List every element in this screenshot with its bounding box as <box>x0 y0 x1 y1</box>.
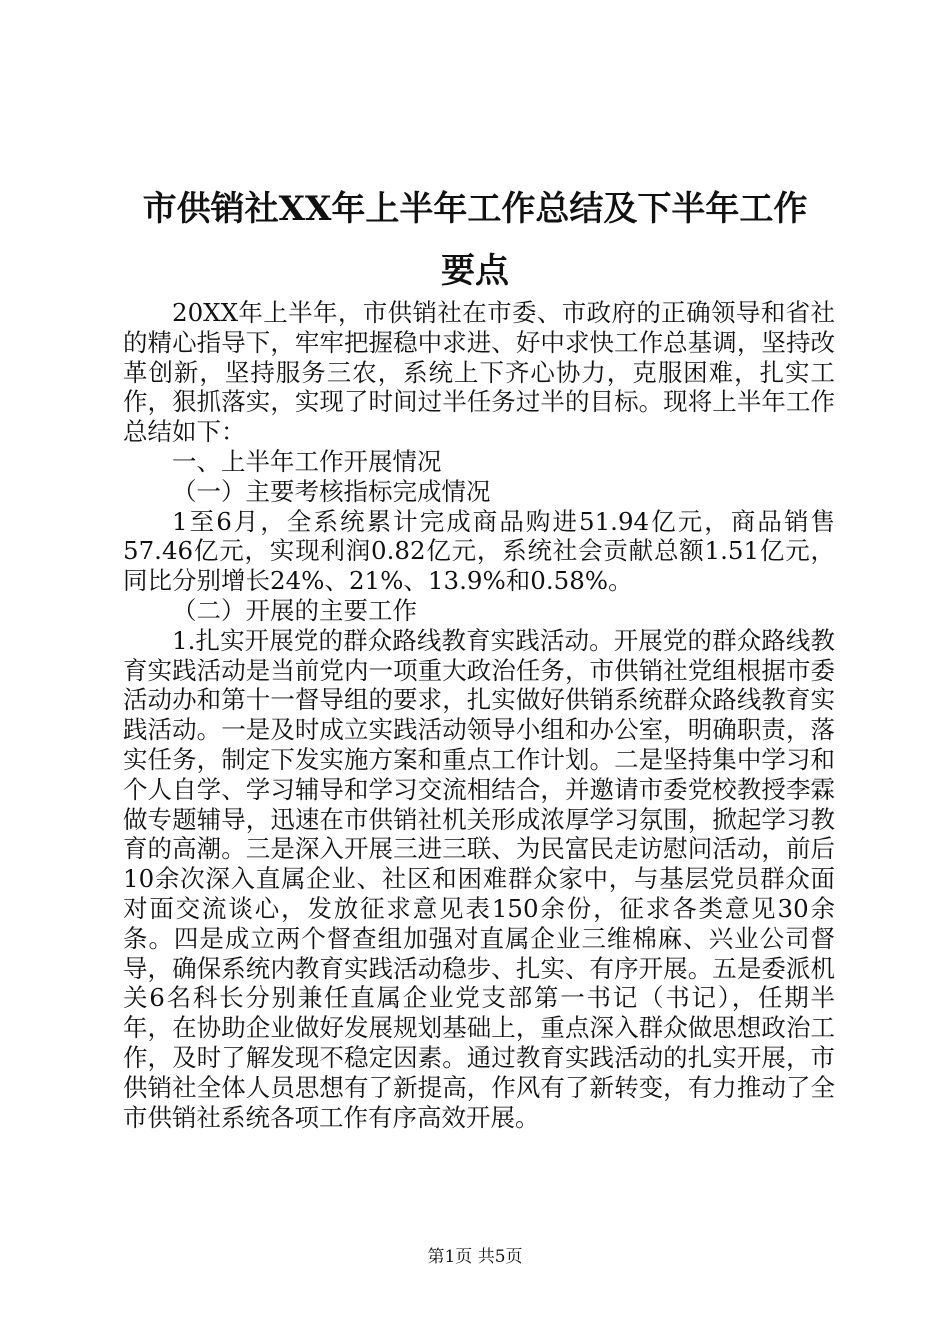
title-line-1: 市供销社XX年上半年工作总结及下半年工作 <box>142 189 808 229</box>
subsection-heading-1: （一）主要考核指标完成情况 <box>172 476 491 506</box>
document-body <box>123 298 835 1132</box>
document-title <box>110 178 840 302</box>
page-footer: 第1页 共5页 <box>427 1247 523 1267</box>
section-heading: 一、上半年工作开展情况 <box>172 446 442 476</box>
title-line-2: 要点 <box>441 251 509 291</box>
subsection-heading-2: （二）开展的主要工作 <box>172 595 417 625</box>
intro-paragraph: 20XX年上半年，市供销社在市委、市政府的正确领导和省社的精心指导下，牢牢把握稳中求进、好中求快工作总基调，坚持改革创新，坚持服务三农，系统上下齐心协力，克服困难，扎实工作，狠抓落实，实现了时间过半任务过半的目标。现将上半年工作总结如下： <box>123 298 835 447</box>
indicators-paragraph: 1至6月，全系统累计完成商品购进51.94亿元，商品销售57.46亿元，实现利润0.82亿元，系统社会贡献总额1.51亿元，同比分别增长24%、21%、13.9%和0.58%。 <box>123 506 835 596</box>
work-item-1-paragraph: 1.扎实开展党的群众路线教育实践活动。开展党的群众路线教育实践活动是当前党内一项重大政治任务，市供销社党组根据市委活动办和第十一督导组的要求，扎实做好供销系统群众路线教育实践活动。一是及时成立实践活动领导小组和办公室，明确职责，落实任务，制定下发实施方案和重点工作计划。二是坚持集中学习和个人自学、学习辅导和学习交流相结合，并邀请市委党校教授李霖做专题辅导，迅速在市供销社机关形成浓厚学习氛围，掀起学习教育的高潮。三是深入开展三进三联、为民富民走访慰问活动，前后10余次深入直属企业、社区和困难群众家中，与基层党员群众面对面交流谈心，发放征求意见表150余份，征求各类意见30余条。四是成立两个督查组加强对直属企业三维棉麻、兴业公司督导，确保系统内教育实践活动稳步、扎实、有序开展。五是委派机关6名科长分别兼任直属企业党支部第一书记（书记），任期半年，在协助企业做好发展规划基础上，重点深入群众做思想政治工作，及时了解发现不稳定因素。通过教育实践活动的扎实开展，市供销社全体人员思想有了新提高，作风有了新转变，有力推动了全市供销社系统各项工作有序高效开展。 <box>123 625 835 1132</box>
